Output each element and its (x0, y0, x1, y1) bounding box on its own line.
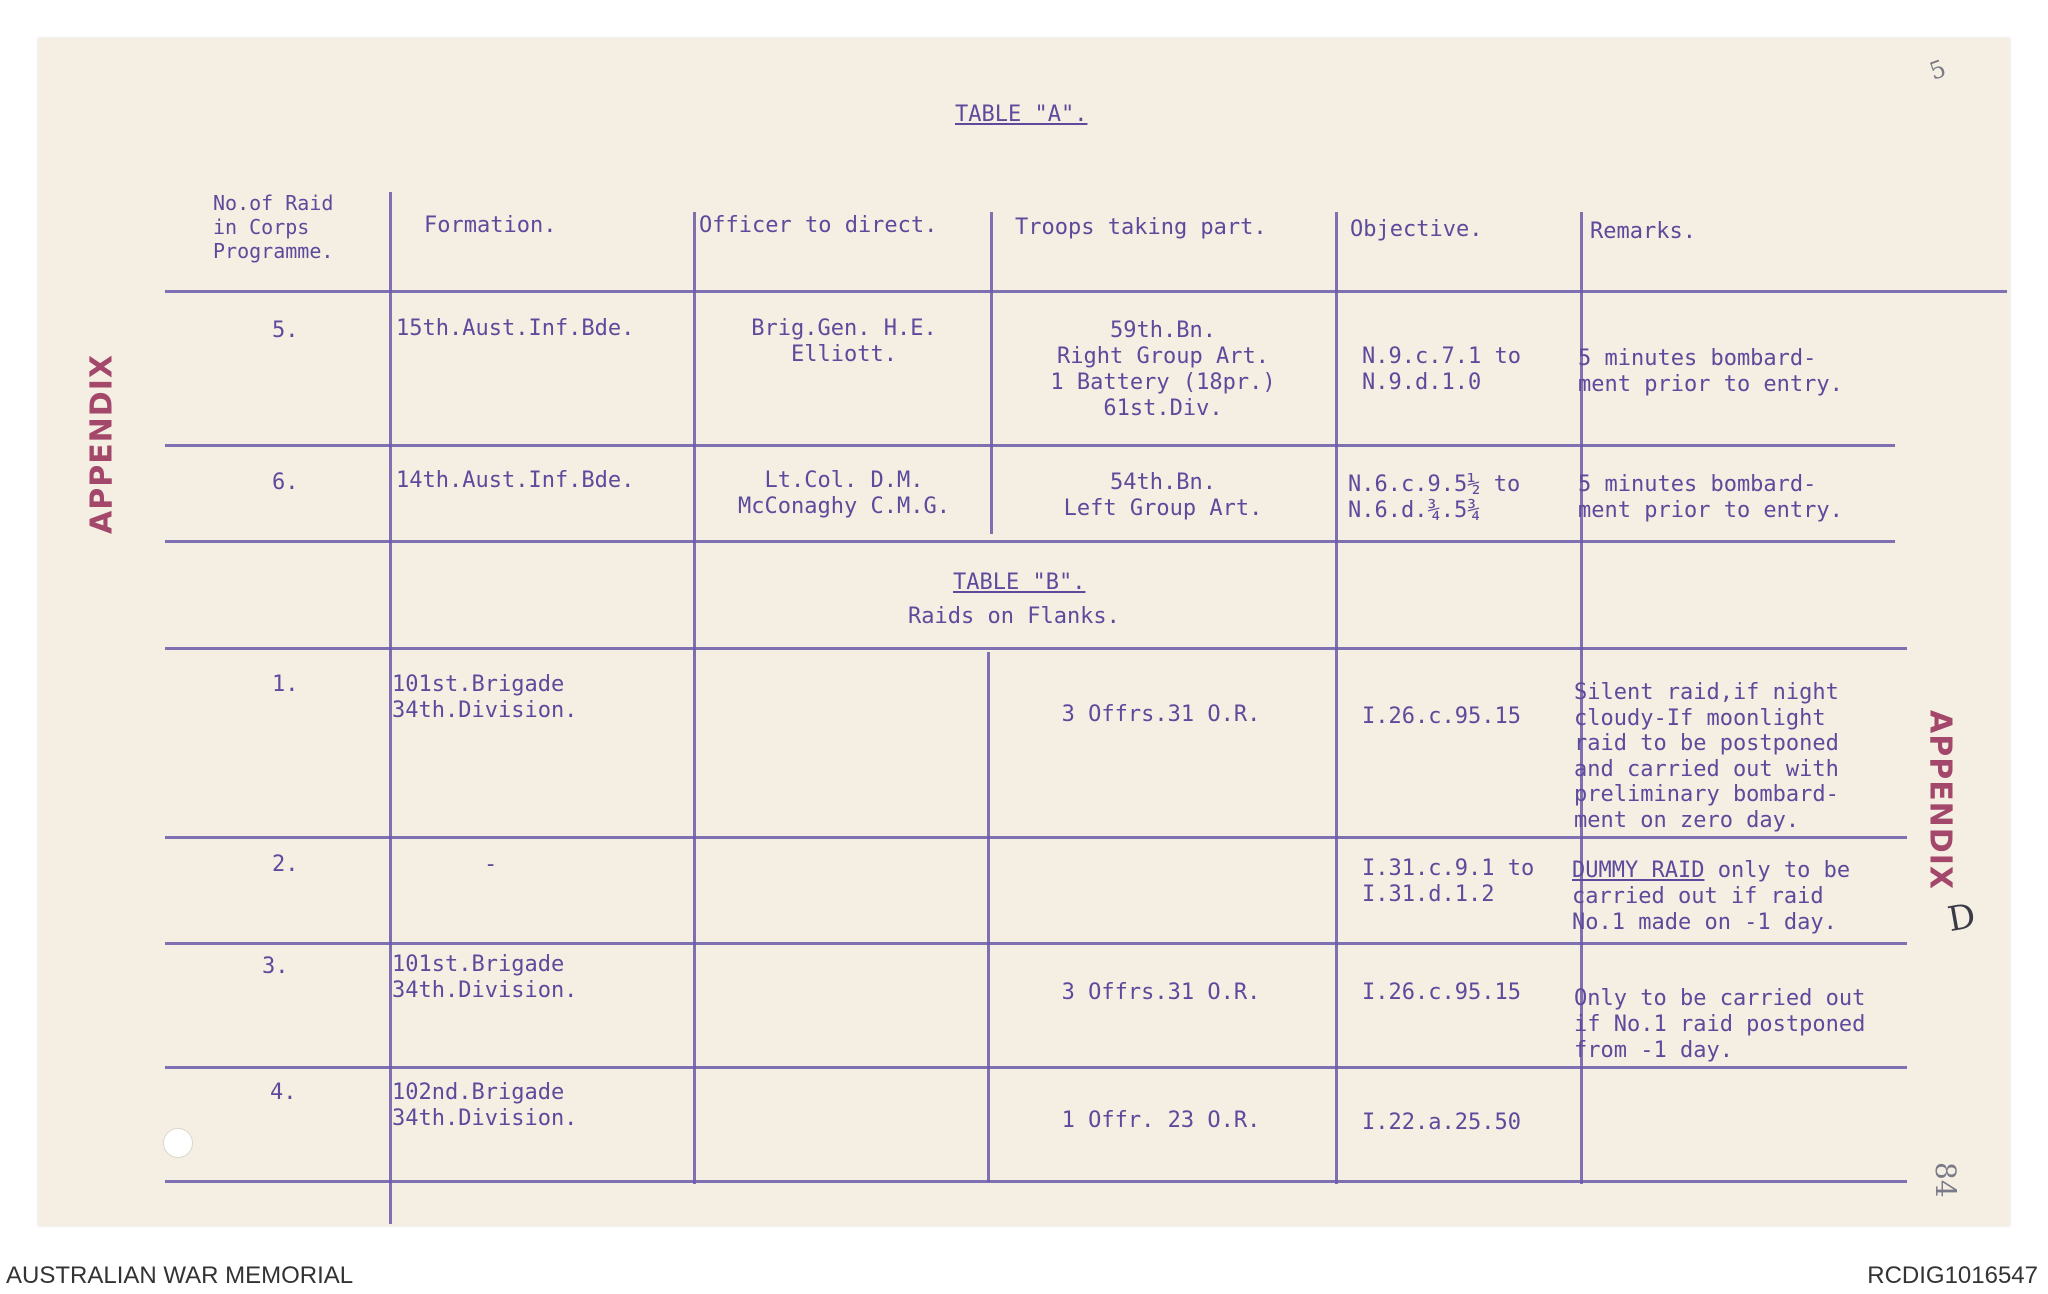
row-b1-no: 1. (272, 672, 299, 697)
punch-hole (163, 1128, 193, 1158)
col-rule-2 (693, 212, 696, 1184)
row-5-remarks: 5 minutes bombard- ment prior to entry. (1578, 346, 1843, 397)
rule-row-b3 (165, 1066, 1907, 1069)
row-b2-formation: - (484, 852, 498, 877)
row-b4-formation: 102nd.Brigade 34th.Division. (392, 1080, 578, 1131)
row-b3-formation: 101st.Brigade 34th.Division. (392, 952, 578, 1003)
col-rule-3a (990, 212, 993, 534)
table-b-subtitle: Raids on Flanks. (908, 604, 1120, 629)
col-rule-3b (987, 652, 990, 1182)
row-6-formation: 14th.Aust.Inf.Bde. (396, 468, 635, 493)
row-b4-no: 4. (270, 1080, 297, 1105)
rule-bottom (165, 1180, 1907, 1183)
row-5-officer: Brig.Gen. H.E. Elliott. (751, 316, 937, 367)
appendix-stamp-left: APPENDIX (84, 354, 120, 534)
appendix-stamp-right: APPENDIX (1922, 710, 1958, 890)
row-b3-no: 3. (262, 954, 289, 979)
row-6-objective: N.6.c.9.5½ to N.6.d.¾.5¾ (1348, 472, 1521, 523)
table-b-title: TABLE "B". (953, 570, 1086, 595)
row-5-objective: N.9.c.7.1 to N.9.d.1.0 (1362, 344, 1521, 395)
rule-row-b2 (165, 942, 1907, 945)
row-5-formation: 15th.Aust.Inf.Bde. (396, 316, 635, 341)
row-b2-no: 2. (272, 852, 299, 877)
appendix-letter: D (1944, 895, 1979, 941)
header-officer: Officer to direct. (699, 213, 938, 238)
row-b1-objective: I.26.c.95.15 (1362, 704, 1521, 729)
col-rule-4 (1335, 212, 1338, 1184)
row-6-officer: Lt.Col. D.M. McConaghy C.M.G. (738, 468, 950, 519)
row-b4-objective: I.22.a.25.50 (1362, 1110, 1521, 1135)
row-5-no: 5. (272, 318, 299, 343)
header-remarks: Remarks. (1590, 219, 1696, 244)
header-troops: Troops taking part. (1015, 215, 1267, 240)
row-b1-formation: 101st.Brigade 34th.Division. (392, 672, 578, 723)
rule-header (165, 290, 2007, 293)
row-b2-remarks (1572, 858, 1850, 936)
row-6-remarks: 5 minutes bombard- ment prior to entry. (1578, 472, 1843, 523)
corner-number: 5 (1925, 54, 1950, 86)
rule-row-b1 (165, 836, 1907, 839)
row-b3-objective: I.26.c.95.15 (1362, 980, 1521, 1005)
row-b1-remarks: Silent raid,if night cloudy-If moonlight raid to be postponed and carried out with preliminary bombard- ment on zero day. (1574, 680, 1839, 833)
row-b2-remarks-rest: only to be carried out if raid No.1 made on -1 day. (1572, 858, 1851, 935)
rule-row-5 (165, 444, 1895, 447)
row-b2-remarks-dummy: DUMMY RAID (1572, 858, 1705, 883)
row-b3-remarks: Only to be carried out if No.1 raid postponed from -1 day. (1574, 986, 1866, 1063)
row-b3-troops: 3 Offrs.31 O.R. (1061, 980, 1261, 1005)
row-b1-troops: 3 Offrs.31 O.R. (1061, 702, 1261, 727)
row-b2-objective: I.31.c.9.1 to I.31.d.1.2 (1362, 856, 1535, 907)
header-formation: Formation. (424, 213, 557, 238)
side-number: 84 (1929, 1162, 1962, 1198)
table-a-title: TABLE "A". (955, 102, 1088, 127)
header-raid-no: No.of Raid in Corps Programme. (213, 191, 334, 263)
row-6-troops: 54th.Bn. Left Group Art. (1063, 470, 1263, 521)
row-5-troops: 59th.Bn. Right Group Art. 1 Battery (18pr.) 61st.Div. (1050, 318, 1276, 421)
footer-right-caption: RCDIG1016547 (1867, 1262, 2038, 1289)
row-6-no: 6. (272, 470, 299, 495)
footer-left-caption: AUSTRALIAN WAR MEMORIAL (6, 1262, 354, 1289)
header-objective: Objective. (1350, 217, 1483, 242)
rule-row-6 (165, 540, 1895, 543)
row-b4-troops: 1 Offr. 23 O.R. (1061, 1108, 1261, 1133)
rule-table-b-title (165, 647, 1907, 650)
